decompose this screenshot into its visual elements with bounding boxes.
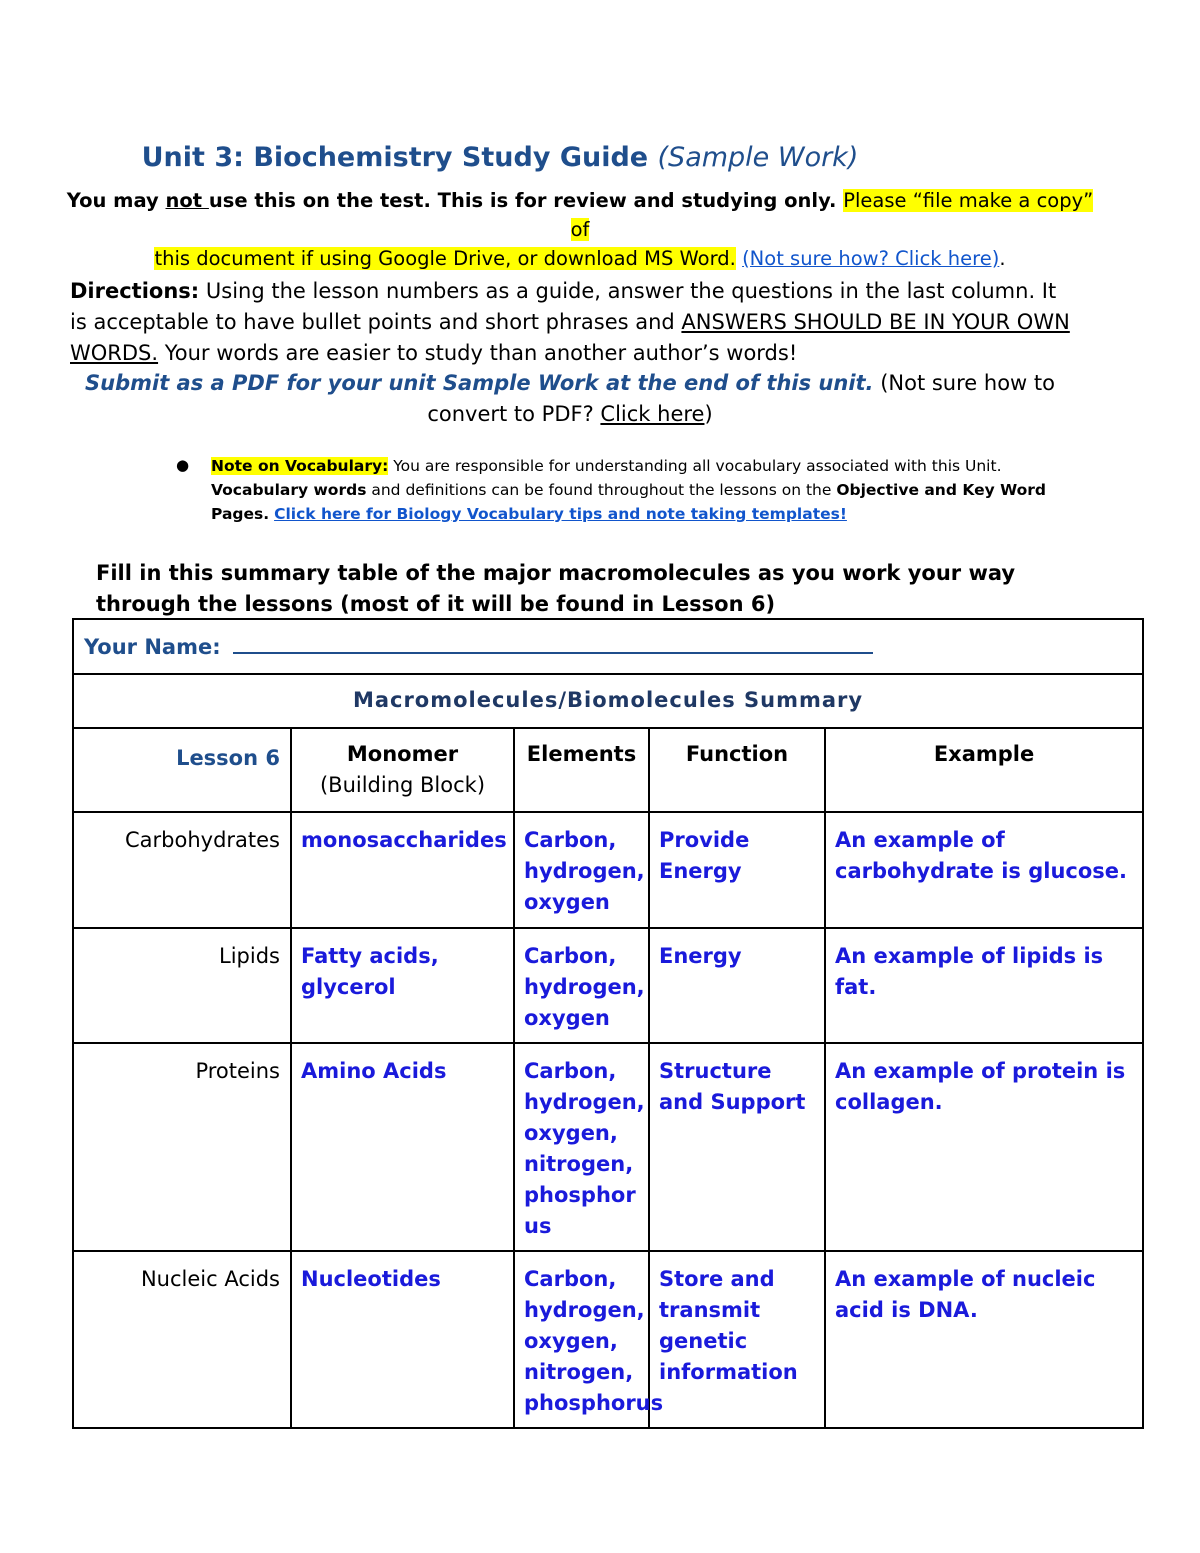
table-heading-text: Macromolecules/Biomolecules Summary — [352, 688, 864, 712]
your-name-cell — [73, 619, 1143, 674]
function-header — [649, 728, 825, 812]
function-answer: Energy — [659, 944, 742, 968]
heading-row — [73, 674, 1143, 728]
example-answer: An example of carbohydrate is glucose. — [835, 828, 1128, 883]
example-answer: An example of protein is collagen. — [835, 1059, 1126, 1114]
elements-cell[interactable] — [514, 1251, 664, 1428]
elements-answer: Carbon, hydrogen, oxygen — [524, 944, 645, 1030]
vocabulary-note-text: You are responsible for understanding all vocabulary associated with this Unit. — [388, 457, 1002, 475]
row-label-text: Lipids — [219, 944, 280, 968]
monomer-cell[interactable] — [291, 1251, 514, 1428]
convert-close: ) — [704, 402, 713, 426]
monomer-cell[interactable] — [291, 1043, 514, 1251]
example-cell[interactable] — [825, 1043, 1143, 1251]
vocabulary-tips-link[interactable]: Click here for Biology Vocabulary tips and note taking templates! — [274, 505, 847, 523]
table-row — [73, 928, 1143, 1043]
column-header-row — [73, 728, 1143, 812]
vocabulary-words-bold: Vocabulary words — [211, 481, 367, 499]
directions — [70, 276, 1070, 369]
monomer-answer: Amino Acids — [301, 1059, 447, 1083]
table-row — [73, 1251, 1143, 1428]
function-answer: Store and transmit genetic information — [659, 1267, 798, 1384]
function-cell[interactable] — [649, 1043, 825, 1251]
submit-pdf-text: Submit as a PDF for your unit Sample Work at the end of this unit. — [85, 371, 874, 395]
directions-text: Using the lesson numbers as a guide, answer the questions in the last column. It is acceptable to have bullet points and short phrases and — [70, 279, 1057, 334]
title-subtitle: (Sample Work) — [657, 142, 859, 173]
directions-emphasis: ANSWERS SHOULD BE IN YOUR OWN WORDS. — [70, 310, 1070, 365]
vocabulary-note-label: Note on Vocabulary: — [211, 457, 389, 475]
elements-header — [514, 728, 649, 812]
lesson-header — [73, 728, 291, 812]
submit-instruction — [70, 368, 1070, 430]
objective-pages-bold: Objective and Key Word Pages. — [211, 481, 1047, 523]
row-label — [73, 1251, 291, 1428]
monomer-header-sub: (Building Block) — [319, 773, 486, 797]
not-sure-how-link[interactable]: (Not sure how? Click here) — [742, 247, 1000, 270]
elements-answer: Carbon, hydrogen, oxygen, nitrogen, phosphorus — [524, 1267, 664, 1415]
name-blank-line[interactable] — [233, 632, 873, 654]
bullet-icon: ● — [176, 456, 190, 474]
warning-text-2: use this on the test. This is for review and studying only. — [208, 189, 844, 212]
table-row — [73, 1043, 1143, 1251]
monomer-answer: Nucleotides — [301, 1267, 441, 1291]
function-cell[interactable] — [649, 928, 825, 1043]
title-main: Unit 3: Biochemistry Study Guide — [141, 142, 649, 173]
example-header — [825, 728, 1143, 812]
example-header-text: Example — [933, 742, 1035, 766]
monomer-cell[interactable] — [291, 928, 514, 1043]
function-answer: Structure and Support — [659, 1059, 806, 1114]
elements-cell[interactable] — [514, 812, 649, 928]
lesson-header-text: Lesson 6 — [176, 746, 280, 770]
vocabulary-note — [211, 454, 1091, 526]
table-row — [73, 812, 1143, 928]
example-cell[interactable] — [825, 928, 1143, 1043]
convert-question: (Not sure how to convert to PDF? — [427, 371, 1055, 426]
example-answer: An example of nucleic acid is DNA. — [835, 1267, 1096, 1322]
example-answer: An example of lipids is fat. — [835, 944, 1104, 999]
row-label — [73, 1043, 291, 1251]
elements-answer: Carbon, hydrogen, oxygen — [524, 828, 645, 914]
macromolecules-table — [72, 618, 1144, 1429]
warning-end: . — [999, 247, 1006, 270]
row-label — [73, 812, 291, 928]
warning-text: You may — [66, 189, 166, 212]
vocabulary-note-text-2: and definitions can be found throughout the lessons on the — [366, 481, 837, 499]
elements-header-text: Elements — [526, 742, 637, 766]
function-answer: Provide Energy — [659, 828, 750, 883]
elements-cell[interactable] — [514, 1043, 649, 1251]
your-name-label: Your Name: — [84, 635, 221, 659]
elements-cell[interactable] — [514, 928, 649, 1043]
directions-text-2: Your words are easier to study than another author’s words! — [158, 341, 798, 365]
monomer-header-text: Monomer — [346, 742, 459, 766]
usage-warning — [60, 186, 1100, 273]
function-cell[interactable] — [649, 812, 825, 928]
monomer-cell[interactable] — [291, 812, 514, 928]
row-label — [73, 928, 291, 1043]
row-label-text: Proteins — [195, 1059, 280, 1083]
monomer-answer: monosaccharides — [301, 828, 507, 852]
elements-answer: Carbon, hydrogen, oxygen, nitrogen, phosphor us — [524, 1059, 645, 1238]
table-heading — [73, 674, 1143, 728]
warning-not: not — [165, 189, 209, 212]
function-header-text: Function — [685, 742, 789, 766]
row-label-text: Nucleic Acids — [140, 1267, 280, 1291]
monomer-answer: Fatty acids, glycerol — [301, 944, 439, 999]
page-title — [0, 142, 1000, 173]
monomer-header — [291, 728, 514, 812]
copy-instruction-highlight-2: this document if using Google Drive, or download MS Word. — [154, 247, 736, 270]
directions-label: Directions: — [70, 279, 200, 303]
name-row — [73, 619, 1143, 674]
convert-pdf-link[interactable]: Click here — [600, 402, 705, 426]
row-label-text: Carbohydrates — [124, 828, 280, 852]
example-cell[interactable] — [825, 1251, 1143, 1428]
copy-instruction-highlight: Please “file make a copy” of — [570, 189, 1094, 241]
example-cell[interactable] — [825, 812, 1143, 928]
table-instruction: Fill in this summary table of the major macromolecules as you work your way through the lessons (most of it will be found in Lesson 6) — [96, 561, 1016, 616]
function-cell[interactable] — [649, 1251, 825, 1428]
